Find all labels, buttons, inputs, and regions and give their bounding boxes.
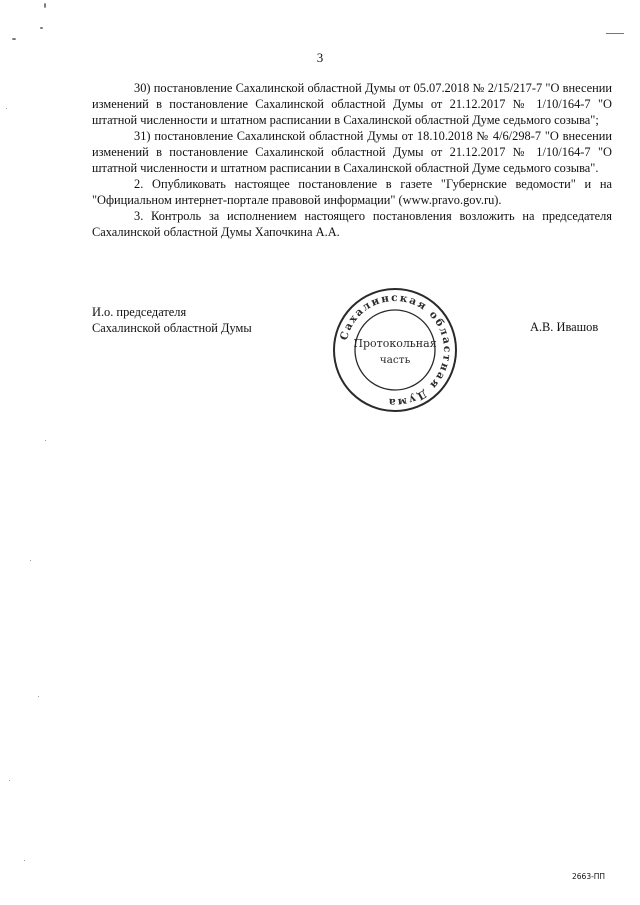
stamp-center-line2: часть xyxy=(379,354,411,366)
stamp-inner-ring xyxy=(355,310,435,390)
paragraph-item-31: 31) постановление Сахалинской областной Думы от 18.10.2018 № 4/6/298-7 "О внесении изменений в постановление Сахалинской областной Думы от 21.12.2017 № 1/10/164-7 "О штатной численности и штатном расписании в Сахалинской областной Думе седьмого созыва". xyxy=(92,129,612,175)
scan-speck xyxy=(38,696,39,697)
paragraph-item-30: 30) постановление Сахалинской областной Думы от 05.07.2018 № 2/15/217-7 "О внесении изменений в постановление Сахалинской областной Думы от 21.12.2017 № 1/10/164-7 "О штатной численности и штатном расписании в Сахалинской областной Думе седьмого созыва"; xyxy=(92,81,612,127)
document-code: 2663-ПП xyxy=(572,872,606,881)
stamp-outer-ring xyxy=(334,289,456,411)
scan-speck xyxy=(44,3,46,8)
scan-speck xyxy=(6,108,7,109)
official-stamp xyxy=(330,285,460,415)
signatory-name: А.В. Ивашов xyxy=(530,320,599,334)
stamp-center-line1: Протокольная xyxy=(353,337,437,350)
signatory-title xyxy=(92,304,252,336)
scan-speck xyxy=(30,560,31,561)
signatory-title-line2: Сахалинской областной Думы xyxy=(92,321,252,335)
scan-speck xyxy=(9,780,10,781)
scan-speck xyxy=(24,860,25,861)
stamp-ring-text: Сахалинская областная Дума xyxy=(337,291,454,409)
paragraph-control: 3. Контроль за исполнением настоящего постановления возложить на председателя Сахалинской областной Думы Хапочкина А.А. xyxy=(92,209,612,239)
paragraph-publish: 2. Опубликовать настоящее постановление в газете "Губернские ведомости" и на "Официальном интернет-портале правовой информации" (www.pravo.gov.ru). xyxy=(92,177,612,207)
document-body xyxy=(92,80,612,240)
signatory-title-line1: И.о. председателя xyxy=(92,305,187,319)
scan-speck xyxy=(606,33,624,34)
scan-speck xyxy=(12,38,16,40)
page-number: 3 xyxy=(316,50,324,65)
scan-speck xyxy=(45,440,46,441)
scan-speck xyxy=(40,27,43,29)
